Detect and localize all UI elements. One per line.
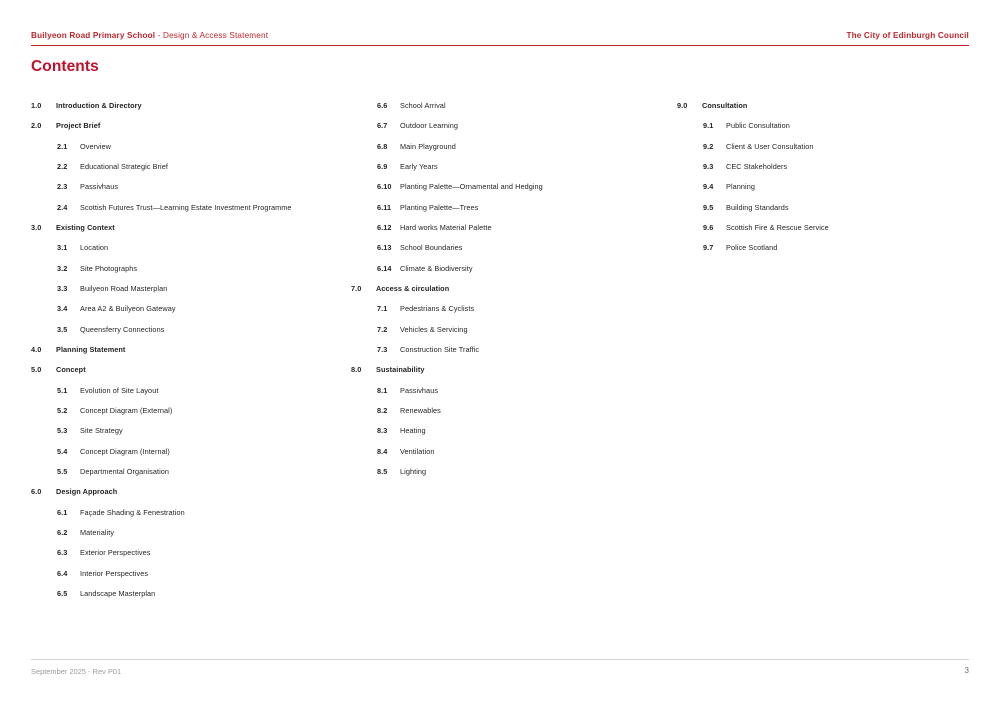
toc-entry[interactable]	[351, 401, 671, 421]
toc-entry-label: Planting Palette—Ornamental and Hedging	[400, 182, 543, 192]
toc-entry-number: 4.0	[31, 344, 42, 354]
toc-entry[interactable]	[351, 462, 671, 482]
toc-entry-number: 2.3	[57, 182, 68, 192]
toc-entry-label: Concept	[56, 365, 86, 375]
contents-column-3	[677, 96, 987, 259]
toc-entry[interactable]	[351, 381, 671, 401]
toc-entry-label: Hard works Material Palette	[400, 222, 492, 232]
toc-entry-number: 6.11	[377, 202, 392, 212]
toc-entry[interactable]	[31, 218, 351, 238]
toc-entry[interactable]	[31, 543, 351, 563]
header-divider-rule	[31, 45, 969, 46]
toc-entry-number: 6.3	[57, 548, 68, 558]
toc-entry[interactable]	[31, 482, 351, 502]
toc-entry-number: 9.6	[703, 222, 714, 232]
toc-entry-label: Consultation	[702, 101, 748, 110]
toc-entry[interactable]	[31, 462, 351, 482]
toc-entry[interactable]	[351, 96, 671, 116]
toc-entry-label: Project Brief	[56, 121, 101, 131]
toc-entry-label: Educational Strategic Brief	[80, 161, 168, 171]
toc-entry[interactable]	[351, 320, 671, 340]
toc-entry[interactable]	[31, 584, 351, 604]
toc-entry[interactable]	[351, 157, 671, 177]
toc-entry-number: 8.5	[377, 466, 388, 476]
toc-entry-number: 5.1	[57, 385, 68, 395]
toc-entry[interactable]	[31, 137, 351, 157]
toc-entry-label: Access & circulation	[376, 283, 450, 293]
toc-entry-label: Site Strategy	[80, 426, 123, 436]
toc-entry[interactable]	[31, 564, 351, 584]
toc-entry[interactable]	[351, 279, 671, 299]
toc-entry-label: Climate & Biodiversity	[400, 263, 473, 273]
toc-entry-number: 6.9	[377, 161, 388, 171]
toc-entry[interactable]	[677, 198, 987, 218]
toc-entry[interactable]	[31, 523, 351, 543]
toc-entry[interactable]	[31, 320, 351, 340]
toc-entry[interactable]	[351, 116, 671, 136]
toc-entry-number: 6.0	[31, 487, 42, 497]
toc-entry-label: Queensferry Connections	[80, 324, 165, 334]
toc-entry-number: 6.8	[377, 141, 388, 151]
toc-entry-label: Pedestrians & Cyclists	[400, 304, 475, 314]
toc-entry-number: 2.0	[31, 121, 42, 131]
toc-entry[interactable]	[351, 442, 671, 462]
toc-entry-number: 8.2	[377, 405, 388, 415]
toc-entry-number: 9.0	[677, 101, 688, 110]
toc-entry-number: 9.1	[703, 121, 714, 131]
toc-entry-label: Scottish Futures Trust—Learning Estate Investment Programme	[80, 202, 292, 212]
toc-entry-number: 6.13	[377, 243, 392, 253]
toc-entry-label: Client & User Consultation	[726, 141, 814, 151]
toc-entry-number: 7.3	[377, 344, 388, 354]
toc-entry-number: 3.0	[31, 222, 42, 232]
toc-entry[interactable]	[31, 116, 351, 136]
header-school-name: Builyeon Road Primary School	[31, 31, 156, 40]
header-document-title	[31, 31, 268, 40]
toc-entry-number: 2.2	[57, 161, 68, 171]
toc-entry[interactable]	[31, 503, 351, 523]
toc-entry[interactable]	[351, 137, 671, 157]
toc-entry-number: 6.7	[377, 121, 388, 131]
toc-entry-number: 7.1	[377, 304, 388, 314]
toc-entry[interactable]	[677, 96, 987, 116]
toc-entry-label: Building Standards	[726, 202, 789, 212]
toc-entry-label: Overview	[80, 141, 111, 151]
toc-entry-number: 8.1	[377, 385, 388, 395]
toc-entry[interactable]	[677, 238, 987, 258]
toc-entry-label: Interior Perspectives	[80, 568, 149, 578]
toc-entry-label: Concept Diagram (Internal)	[80, 446, 170, 456]
toc-entry-label: Concept Diagram (External)	[80, 405, 173, 415]
toc-entry[interactable]	[351, 198, 671, 218]
toc-entry-label: Passivhaus	[80, 182, 119, 192]
toc-entry-label: Location	[80, 243, 109, 253]
toc-entry-number: 6.4	[57, 568, 68, 578]
toc-entry[interactable]	[31, 177, 351, 197]
toc-entry-label: Introduction & Directory	[56, 101, 142, 110]
toc-entry-number: 3.3	[57, 283, 68, 293]
toc-entry-label: Main Playground	[400, 141, 456, 151]
toc-entry[interactable]	[31, 421, 351, 441]
toc-entry[interactable]	[31, 259, 351, 279]
contents-column-1	[31, 96, 351, 604]
toc-entry-number: 5.4	[57, 446, 68, 456]
toc-entry-label: Site Photographs	[80, 263, 138, 273]
toc-entry[interactable]	[351, 299, 671, 319]
page-title: Contents	[31, 58, 99, 75]
toc-entry-label: Outdoor Learning	[400, 121, 458, 131]
toc-entry-label: Existing Context	[56, 222, 115, 232]
toc-entry-number: 6.5	[57, 588, 68, 598]
toc-entry[interactable]	[677, 157, 987, 177]
footer-divider-rule	[31, 659, 969, 660]
toc-entry-label: Evolution of Site Layout	[80, 385, 159, 395]
toc-entry-label: Planning	[726, 182, 755, 192]
toc-entry-label: Early Years	[400, 161, 438, 171]
toc-entry[interactable]	[31, 96, 351, 116]
toc-entry[interactable]	[677, 137, 987, 157]
toc-entry-number: 5.3	[57, 426, 68, 436]
header-client-name: The City of Edinburgh Council	[846, 31, 969, 40]
toc-entry-label: Materiality	[80, 527, 115, 537]
toc-entry[interactable]	[677, 218, 987, 238]
toc-entry-number: 3.4	[57, 304, 68, 314]
toc-entry[interactable]	[31, 401, 351, 421]
toc-entry[interactable]	[351, 360, 671, 380]
toc-entry-label: CEC Stakeholders	[726, 161, 788, 171]
toc-entry[interactable]	[31, 198, 351, 218]
toc-entry[interactable]	[31, 238, 351, 258]
toc-entry-number: 6.14	[377, 263, 392, 273]
toc-entry-number: 9.7	[703, 243, 714, 253]
toc-entry-number: 6.2	[57, 527, 68, 537]
footer-page-number: 3	[964, 666, 969, 675]
header-document-subtitle: - Design & Access Statement	[155, 31, 269, 40]
toc-entry-label: Exterior Perspectives	[80, 548, 151, 558]
toc-entry-number: 2.1	[57, 141, 68, 151]
toc-entry-label: Design Approach	[56, 487, 118, 497]
toc-entry-label: Construction Site Traffic	[400, 344, 480, 354]
toc-entry-number: 3.1	[57, 243, 68, 253]
toc-entry-label: School Arrival	[400, 101, 446, 110]
toc-entry-number: 3.2	[57, 263, 68, 273]
toc-entry[interactable]	[351, 421, 671, 441]
toc-entry-label: Police Scotland	[726, 243, 778, 253]
toc-entry[interactable]	[31, 442, 351, 462]
toc-entry-number: 6.12	[377, 222, 392, 232]
toc-entry-number: 8.4	[377, 446, 388, 456]
toc-entry-label: Area A2 & Builyeon Gateway	[80, 304, 176, 314]
toc-entry-number: 3.5	[57, 324, 68, 334]
footer-revision: September 2025 - Rev P01	[31, 667, 122, 676]
toc-entry-label: Renewables	[400, 405, 441, 415]
toc-entry-label: Lighting	[400, 466, 427, 476]
toc-entry[interactable]	[351, 259, 671, 279]
toc-entry-label: Landscape Masterplan	[80, 588, 156, 598]
toc-entry-number: 5.2	[57, 405, 68, 415]
toc-entry-number: 8.3	[377, 426, 388, 436]
toc-entry-label: Ventilation	[400, 446, 435, 456]
toc-entry-label: Planting Palette—Trees	[400, 202, 479, 212]
toc-entry-label: Façade Shading & Fenestration	[80, 507, 185, 517]
toc-entry-label: Builyeon Road Masterplan	[80, 283, 168, 293]
toc-entry-number: 9.4	[703, 182, 714, 192]
toc-entry[interactable]	[31, 157, 351, 177]
toc-entry-label: Public Consultation	[726, 121, 790, 131]
toc-entry-number: 8.0	[351, 365, 362, 375]
toc-entry[interactable]	[351, 218, 671, 238]
toc-entry-number: 6.6	[377, 101, 388, 110]
toc-entry[interactable]	[677, 177, 987, 197]
toc-entry-label: Scottish Fire & Rescue Service	[726, 222, 829, 232]
toc-entry-number: 7.0	[351, 283, 362, 293]
toc-entry-label: Departmental Organisation	[80, 466, 170, 476]
toc-entry-number: 9.3	[703, 161, 714, 171]
toc-entry-number: 6.10	[377, 182, 392, 192]
toc-entry[interactable]	[677, 116, 987, 136]
toc-entry[interactable]	[31, 360, 351, 380]
toc-entry-number: 6.1	[57, 507, 68, 517]
toc-entry[interactable]	[351, 238, 671, 258]
toc-entry-label: Vehicles & Servicing	[400, 324, 468, 334]
toc-entry-number: 2.4	[57, 202, 68, 212]
contents-column-2	[351, 96, 671, 482]
toc-entry-label: Heating	[400, 426, 426, 436]
toc-entry-label: Planning Statement	[56, 344, 126, 354]
toc-entry-label: School Boundaries	[400, 243, 463, 253]
toc-entry[interactable]	[351, 340, 671, 360]
toc-entry[interactable]	[351, 177, 671, 197]
toc-entry-number: 9.5	[703, 202, 714, 212]
toc-entry-number: 5.0	[31, 365, 42, 375]
toc-entry-number: 1.0	[31, 101, 42, 110]
toc-entry[interactable]	[31, 279, 351, 299]
toc-entry-number: 5.5	[57, 466, 68, 476]
toc-entry-number: 9.2	[703, 141, 714, 151]
toc-entry[interactable]	[31, 381, 351, 401]
toc-entry-label: Passivhaus	[400, 385, 439, 395]
toc-entry[interactable]	[31, 299, 351, 319]
toc-entry[interactable]	[31, 340, 351, 360]
toc-entry-label: Sustainability	[376, 365, 425, 375]
toc-entry-number: 7.2	[377, 324, 388, 334]
